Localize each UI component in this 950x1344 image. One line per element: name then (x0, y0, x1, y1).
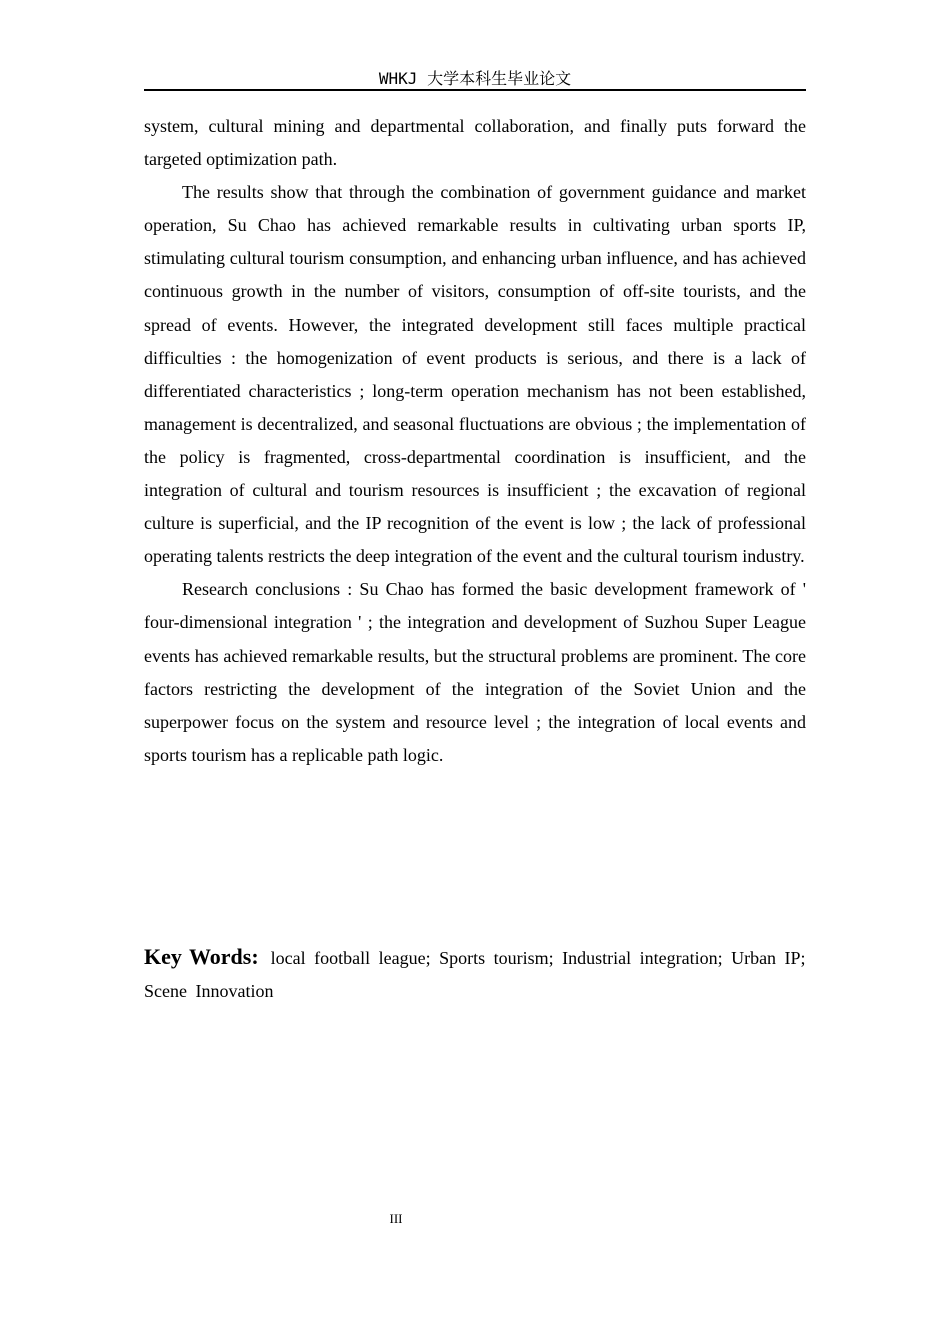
running-header: WHKJ 大学本科生毕业论文 (378, 69, 572, 88)
abstract-body (144, 110, 806, 772)
page-number: III (389, 1211, 403, 1226)
paragraph-continuation: system, cultural mining and departmental collaboration, and finally puts forward the targeted optimization path. (144, 116, 806, 170)
keywords-section (144, 940, 806, 1008)
keywords-text: local football league; Sports tourism; Industrial integration; Urban IP; Scene Innovation (144, 948, 806, 1001)
paragraph-results: The results show that through the combination of government guidance and market operation, Su Chao has achieved remarkable results in cultivating urban sports IP, stimulating cultural tourism consumption, and enhancing urban influence, and has achieved continuous growth in the number of visitors, consumption of off-site tourists, and the spread of events. However, the integrated development still faces multiple practical difficulties : the homogenization of event products is serious, and there is a lack of differentiated characteristics ; long-term operation mechanism has not been established, management is decentralized, and seasonal fluctuations are obvious ; the implementation of the policy is fragmented, cross-departmental coordination is insufficient, and the integration of cultural and tourism resources is insufficient ; the excavation of regional culture is superficial, and the IP recognition of the event is low ; the lack of professional operating talents restricts the deep integration of the event and the cultural tourism industry. (144, 182, 806, 567)
keywords-label: Key Words: (144, 944, 259, 969)
header-rule (144, 89, 806, 91)
paragraph-conclusions: Research conclusions : Su Chao has formed the basic development framework of ' four-dimensional integration ' ; the integration and development of Suzhou Super League events has achieved remarkable results, but the structural problems are prominent. The core factors restricting the development of the integration of the Soviet Union and the superpower focus on the system and resource level ; the integration of local events and sports tourism has a replicable path logic. (144, 579, 806, 765)
